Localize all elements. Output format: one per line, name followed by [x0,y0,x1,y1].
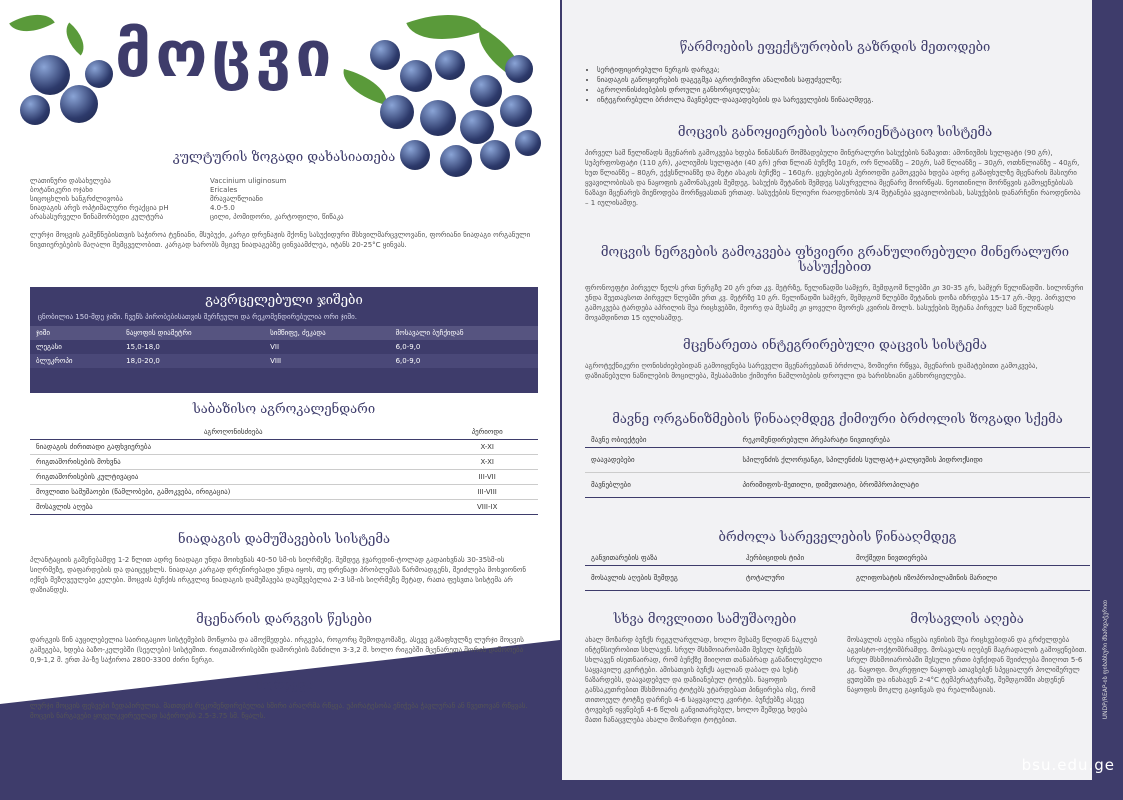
harvest-section [847,612,1087,695]
other-heading: სხვა მოვლითი სამუშაოები [613,612,797,627]
granular-heading: მოცვის ნერგების გამოკვება ფხვიერი გრანულირებული მინერალური სასუქებით [600,245,1070,275]
table-row: მოვლითი სამუშაოები (წამლობები, გამოკვება, ირიგაცია) III-VIII [30,485,538,500]
table-row: მოსავლის აღება VIII-IX [30,500,538,515]
table-row: დაავადებები სპილენძის ქლორჟანგი, სპილენძის სულფატ+კალციუმის ჰიდროქსიდი [585,448,1090,473]
page-title: მოცვი [115,18,336,92]
table-row: რიგთაშორისების კულტივაცია III-VII [30,470,538,485]
varieties-heading: გავრცელებული ჯიშები [205,293,363,308]
calendar-heading: საბაზისო აგროკალენდარი [192,402,376,417]
harvest-text: მოსავლის აღება იწყება ივნისის შუა რიცხვებიდან და გრძელდება აგვისტო-ოქტომბრამდე. მოსავალს იღებენ მაგრადალის გამოყენებით. სრულ მსხმოიარობაში შესული ერთი ბუჩქიდან შეიძლება მიიღოთ 5-6 კგ. ნაყოფი. მოკრეფილ ნაყოფს ათავსებენ სპეციალურ პოლიმერულ ყუთებში და ინახავენ 2-4°C ტემპერატურაზე, შემდგომში ახდენენ ნაყოფის მოკლე გაყინვას და რეალიზაციას. [847,636,1087,694]
fertilization-section [585,125,1085,208]
sponsor-note: UNDP/REAP-ის ფინანსური მხარდაჭერით [1102,600,1109,720]
site-watermark: bsu.edu.ge [1021,756,1115,774]
right-column [585,0,1095,800]
culture-row: სიცოცხლის ხანგრძლივობა მრავალწლიანი [30,195,263,203]
table-header: ჰერბიციდის ტიპი [745,554,805,562]
irrigation-section [30,678,538,721]
varieties-intro: ცნობილია 150-მდე ჯიში. ჩვენს პირობებისათვის შერჩეული და რეკომენდირებულია ორი ჯიში. [38,313,358,321]
list-item: • ნიადაგის განოყიერების დაგეგმვა აგროქიმიური ანალიზის საფუძველზე; [597,75,1085,85]
table-row: ნიადაგის ძირითადი გაფხვიერება X-XI [30,440,538,455]
planting-section [30,612,538,665]
efficiency-list [585,65,1085,105]
irrigation-heading: მორწყვა [254,678,314,693]
calendar-table [30,425,538,515]
culture-heading: კულტურის ზოგადი დახასიათება [172,150,396,165]
harvest-heading: მოსავლის აღება [910,612,1024,627]
soil-heading: ნიადაგის დამუშავების სისტემა [177,532,390,547]
table-header: პერიოდი [471,428,503,436]
list-item: • სერტიფიცირებული ნერგის დარგვა; [597,65,1085,75]
table-header: სიმწიფე, ძეკადა [270,329,326,337]
granular-text: ფრონოეფტი პირველ წელს ერთ ნერგზე 20 გრ ერთ კვ. მეტრზე, წელიწადში სამჯერ, შემდგომ წლებში კი 30-35 გრ, სამჯერ წელიწადში. სილონური უნდა შეეთავსოთ პირველ წლებში ერთ კვ. მეტრზე 10 გრ. წელიწადში სამჯერ, შემდგომ წლებში შეტანის დოზა იზრდება 15-17 გრ.-მდე. პირველი გამოკვება ტარდება აპრილის შუა რიცხვებში, მეორე და მესამე კი ყოველი მეორეს კვირის შოლს. სასუქების შეტანა პირველ სამ წელიწადს მოვამდინოთ 15 იულისამდე. [585,284,1084,322]
soil-text: პლანტაციის გაშენებამდე 1-2 წლით ადრე ნიადაგი უნდა მოიხვნას 40-50 სმ-ის სიღრმეზე. შემდეგ ჯვარედინ-ტოლად გადაიხვნას 30-35სმ-ის სიღრმეზე, დაფარდების და დაიცეცხლს. ნიადაგი კარგად დრენირებადი უნდა იყოს, თუ დრენაჟი პრობლემას წარმოადგენს, შეიძლება მოხვიონონ იქნეს მეზღვეულები კელები. მოცვის ბუჩქის ირგვლივ ნიადაგის დამუშავება დაუშვებელია 2-3 სმ-ის სიღრმეზე მეტად, რათა ფესვთა სისტემა არ დაზიანდეს. [30,556,526,594]
irrigation-text: ლურჯი მოცვის ფესვები ზედაპირულია. მათთვის რეკომენდირებულია ხშირი არაღრმა რწყვა. უპირატესობა ენიჭება ჭავლურან ან წვეთოვან რწყვას. მოცვის ნარგავები ყოველკვირეულად საჭიროებს 2.5-3.75 სმ. წყალს. [30,702,528,720]
efficiency-heading: წარმოების ეფექტურობის გაზრდის მეთოდები [679,40,991,55]
table-header: რეკომენდირებული პრეპარატი ნივთიერება [742,436,890,444]
culture-section [30,150,538,250]
planting-heading: მცენარის დარგვის წესები [196,612,372,627]
table-row: ლეგასი 15,0-18,0 VII 6,0-9,0 [36,343,421,351]
pests-section [585,412,1090,498]
culture-row: ლათინური დასახელება Vaccinium uliginosum [30,177,287,185]
granular-section [585,245,1085,323]
table-header: მოქმედი ნივთიერება [855,554,928,562]
table-row: ბლუკროპი 18,0-20,0 VIII 6,0-9,0 [30,354,538,368]
fertilization-heading: მოცვის განოყიერების საორიენტაციო სისტემა [677,125,993,140]
weeds-heading: ბრძოლა სარეველების წინააღმდეგ [718,530,957,545]
culture-row: ბოტანიკური ოჯახი Ericales [30,186,238,194]
calendar-section [30,402,538,515]
table-row: მოსავლის აღების შემდეგ ტოტალური გლიფოსატის იზოპროპილამინის მარილი [585,566,1090,591]
efficiency-section [585,40,1085,105]
varieties-table [30,326,538,368]
table-row: მავნებლები პირიმიფოს-მეთილი, დიმეთოატი, ბრომპროპილატი [585,473,1090,498]
protection-text: აგროტექნიკური ღონისძიებებიდან გამოიყენება სარეველი მცენარეებთან ბრძოლა, ზომიერი რწყვა, მცენარის დამატებითი გამოკვება, დაზიანებული ნაწილების მოცილება, შესაბამისი ქიმიური ნამლობების დროული და ხარისხიანი განხორციელება. [585,362,1038,380]
pests-heading: მავნე ორგანიზმების წინააღმდეგ ქიმიური ბრძოლის ზოგადი სქემა [612,412,1063,427]
other-text: ახალ მოზარდ ბუჩქს რეგულარულად, ხოლო მესამე წლიდან ნაკლებ ინტენსიურობით სხლავენ. სრულ მსხმოიარობაში შესულ ბუჩქებს სხლავენ ისეთნაირად, რომ ბუჩქზე მიიღოთ თანაბრად განაწილებული საყვავილე კვირტები. ამისათვის ბუჩქს აცლიან დაბალ და სუსტ ნაზარდებს, დაავადებულ და დაზიანებულ ტოტებს. ნაყოფის განსაკუთრებით მსხმოიარე ტოტებს უტარდებათ პინცირება ისე, რომ თითოეულ ტოტზე დარჩეს 4-6 საყვავილე კვირტი. ბუჩქებზე ასევე ტოვებენ იყვნებენ 4-6 წლის განვითარებულ, ხოლო შემდეგ ხდება მათი ჩანაცვლება ახალი მოზარდი ტოტებით. [585,636,822,724]
list-item: • ინტეგრირებული ბრძოლა მავნებელ-დაავადებების და სარეველების წინააღმდეგ. [597,95,1085,105]
table-header: აგროღონისძიება [203,428,263,436]
table-header: განვითარების ფაზა [591,554,658,562]
left-column [30,0,538,800]
pests-table [585,433,1090,498]
table-header: მავნე ობიექტები [591,436,647,444]
table-header: ჯიში [36,329,51,337]
culture-text: ლურჯი მოცვის გამეწნებისთვის საჭიროა ტენიანი, მსუბუქი, კარგი დრენაჟის მქონე სასუქიდური მსხვილმარცვლოვანი, ფორიანი ნიადაგი ორგანული ნივთიერებების მაღალი შემცველობით. კარგად ხარობს მცივე ნიადაგებზე ცინვაამძლეა, იტანს 20-25°C ყინვას. [30,231,531,249]
fertilization-text: პირველ სამ წელიწადს მცენარის გამოკვება ხდება წინასწარ შომზადებული მინერალური სასუქების ნაზავით: ამონიუმის სულფატი (90 გრ), სუპერფოსფატი (110 გრ), კალიუმის სულფატი (40 გრ) ერთ წლიან ბუჩქზე 10გრ, ორ წლიანზე – 20გრ, სამ წლიანზე – 30გრ, ოთხწლიანზე – 40გრ, ხუთ წლიანზე – 80გრ, ექვსწლიანზე და მეტი ასაკის ბუჩქზე – 160გრ. ცეცხებიკის პერიოდში გამოკვება ხდება ადრე გაზაფხულზე მცენარის მასიური ყვავილობისას და ნაყოფის გამონასკვის შემდეგ. სასუქის შეტანის შემდეგ სასურველია მცენარე მოირწყას. ნეოთინილი მორწყვის გამოყენებისას ნაზავი მცენარეს მიეწოდება მორწყვასთან ერთად. სასუქების წლიური რაოდენობის 3/4 შეტანება ყვავილობისას, სასუქების დანარჩენი რაოდენობა – 1 იულისამდე. [585,149,1081,207]
weeds-section [585,530,1090,591]
list-item: • აგროღონისძიებების დროული განხორციელება; [597,85,1085,95]
weeds-table [585,551,1090,591]
protection-section [585,338,1085,381]
table-header: მოსავალი ბუჩქიდან [395,329,464,337]
soil-section [30,532,538,595]
planting-text: დარგვის წინ აუცილებელია საირიგაციო სისტემების მოწყობა და ამოქმედება. ირგვება, როგორც შემოდგომაზე, ასევე გაზაფხულზე ლურჯი მოცვის გამეგება, ხდება ბაზო-კელებში (სეელები) სისტემით. რიგთაშორისებში დაშორების მანძილი 3-3,2 მ. ხოლო რიგებში მცენარეთა შორის დაშორება 0,9-1,2 მ. ერთ ჰა-ზე საჭიროა 2800-3300 ძირი ნერგი. [30,636,524,664]
protection-heading: მცენარეთა ინტეგრირებული დაცვის სისტემა [683,338,987,353]
table-row: რიგთაშორისების მოხვნა X-XI [30,455,538,470]
other-section [585,612,825,725]
table-header: ნაყოფის დიამეტრი [126,329,192,337]
varieties-section [30,287,538,393]
culture-row: ნიადაგის არეს ოპტიმალური რეაქცია pH 4.0-5.0 [30,204,235,212]
culture-row: არასასურველი წინამორბედი კულტურა ცილი, პომიდორი, კარტოფილი, წიწაკა [30,213,344,221]
